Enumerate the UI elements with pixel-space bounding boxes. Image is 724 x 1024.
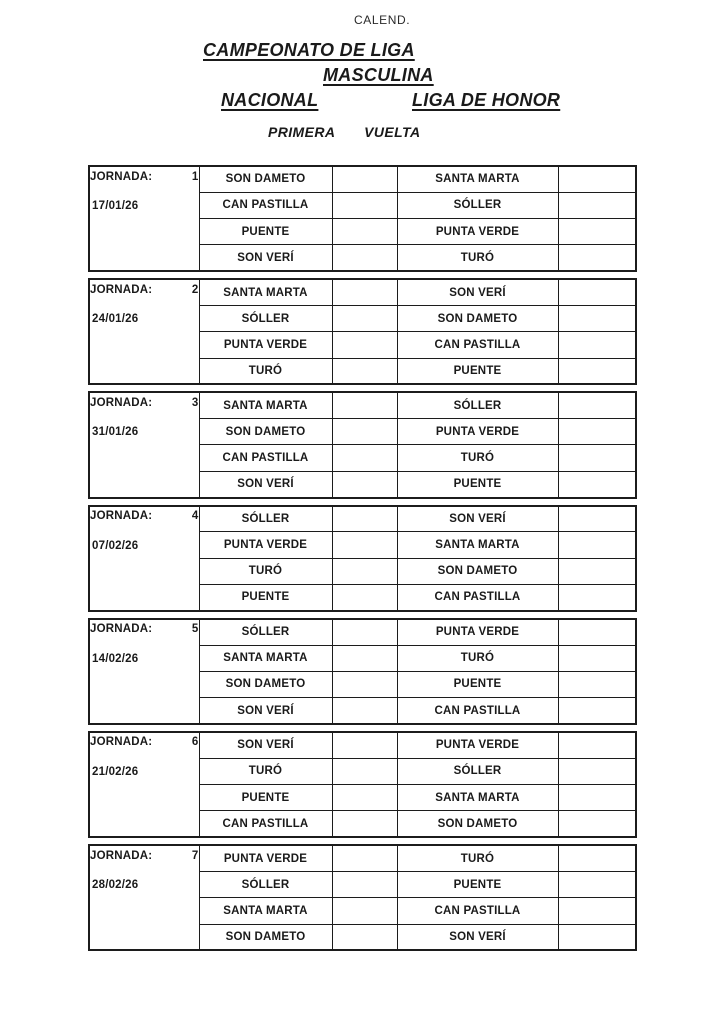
away-score-cell: [558, 898, 636, 924]
jornada-cell: [89, 392, 199, 497]
home-team-cell: PUENTE: [199, 584, 332, 610]
home-score-cell: [332, 732, 397, 758]
home-score-cell: [332, 671, 397, 697]
away-team-cell: PUENTE: [397, 358, 558, 384]
title-liga-de-honor: LIGA DE HONOR: [412, 90, 561, 110]
round-table: [88, 618, 637, 725]
jornada-cell: [89, 732, 199, 837]
home-team-cell: PUNTA VERDE: [199, 845, 332, 871]
away-team-cell: SANTA MARTA: [397, 785, 558, 811]
away-team-cell: PUENTE: [397, 871, 558, 897]
away-score-cell: [558, 871, 636, 897]
away-team-cell: SÓLLER: [397, 392, 558, 418]
round-table: [88, 165, 637, 272]
round-table: [88, 844, 637, 951]
jornada-header: [90, 167, 199, 186]
home-score-cell: [332, 898, 397, 924]
home-score-cell: [332, 924, 397, 950]
away-team-cell: PUNTA VERDE: [397, 419, 558, 445]
jornada-date: 24/01/26: [92, 313, 139, 326]
rounds-list: [88, 165, 635, 957]
home-score-cell: [332, 698, 397, 724]
away-team-cell: CAN PASTILLA: [397, 698, 558, 724]
away-team-cell: SÓLLER: [397, 192, 558, 218]
jornada-date: 14/02/26: [92, 652, 139, 665]
away-score-cell: [558, 811, 636, 837]
jornada-date: 21/02/26: [92, 765, 139, 778]
jornada-label: JORNADA:: [90, 396, 153, 409]
away-team-cell: TURÓ: [397, 845, 558, 871]
home-team-cell: CAN PASTILLA: [199, 811, 332, 837]
home-score-cell: [332, 166, 397, 192]
jornada-cell: [89, 279, 199, 384]
home-team-cell: SANTA MARTA: [199, 898, 332, 924]
title-masculina: MASCULINA: [323, 65, 434, 85]
away-team-cell: PUNTA VERDE: [397, 732, 558, 758]
away-score-cell: [558, 671, 636, 697]
jornada-cell: [89, 166, 199, 271]
away-score-cell: [558, 845, 636, 871]
home-team-cell: PUENTE: [199, 785, 332, 811]
home-score-cell: [332, 445, 397, 471]
home-team-cell: SON DAMETO: [199, 671, 332, 697]
jornada-number: 6: [191, 736, 199, 749]
home-score-cell: [332, 871, 397, 897]
home-score-cell: [332, 219, 397, 245]
home-team-cell: SON VERÍ: [199, 698, 332, 724]
away-score-cell: [558, 471, 636, 497]
match-row: [89, 845, 636, 871]
home-score-cell: [332, 279, 397, 305]
home-team-cell: CAN PASTILLA: [199, 192, 332, 218]
away-team-cell: SANTA MARTA: [397, 532, 558, 558]
home-team-cell: SON DAMETO: [199, 924, 332, 950]
away-team-cell: TURÓ: [397, 245, 558, 271]
home-score-cell: [332, 245, 397, 271]
away-score-cell: [558, 245, 636, 271]
away-team-cell: SON VERÍ: [397, 506, 558, 532]
home-score-cell: [332, 506, 397, 532]
jornada-header: [90, 846, 199, 865]
away-team-cell: SON DAMETO: [397, 305, 558, 331]
jornada-date: 28/02/26: [92, 879, 139, 892]
jornada-number: 1: [191, 170, 199, 183]
jornada-header: [90, 507, 199, 526]
jornada-label: JORNADA:: [90, 736, 153, 749]
jornada-number: 4: [191, 510, 199, 523]
jornada-number: 2: [191, 283, 199, 296]
home-team-cell: SON VERÍ: [199, 732, 332, 758]
away-score-cell: [558, 192, 636, 218]
title-nacional: NACIONAL: [221, 90, 319, 110]
subtitle-primera-vuelta: [268, 124, 420, 140]
jornada-cell: [89, 845, 199, 950]
jornada-number: 5: [191, 623, 199, 636]
away-score-cell: [558, 279, 636, 305]
home-score-cell: [332, 785, 397, 811]
away-team-cell: SANTA MARTA: [397, 166, 558, 192]
home-team-cell: PUENTE: [199, 219, 332, 245]
away-team-cell: CAN PASTILLA: [397, 584, 558, 610]
round-table: [88, 731, 637, 838]
away-team-cell: PUENTE: [397, 671, 558, 697]
jornada-header: [90, 280, 199, 299]
away-score-cell: [558, 419, 636, 445]
away-team-cell: PUNTA VERDE: [397, 219, 558, 245]
home-score-cell: [332, 532, 397, 558]
home-team-cell: SON VERÍ: [199, 245, 332, 271]
away-team-cell: TURÓ: [397, 445, 558, 471]
home-score-cell: [332, 392, 397, 418]
home-team-cell: SÓLLER: [199, 619, 332, 645]
home-team-cell: PUNTA VERDE: [199, 532, 332, 558]
away-team-cell: SON VERÍ: [397, 279, 558, 305]
home-score-cell: [332, 332, 397, 358]
home-team-cell: TURÓ: [199, 358, 332, 384]
doc-label: CALEND.: [354, 13, 411, 27]
away-score-cell: [558, 785, 636, 811]
jornada-cell: [89, 506, 199, 611]
away-score-cell: [558, 924, 636, 950]
home-score-cell: [332, 558, 397, 584]
jornada-date: 17/01/26: [92, 200, 139, 212]
away-team-cell: PUNTA VERDE: [397, 619, 558, 645]
away-score-cell: [558, 584, 636, 610]
round-table: [88, 278, 637, 385]
away-team-cell: SON VERÍ: [397, 924, 558, 950]
away-score-cell: [558, 645, 636, 671]
subtitle-word-vuelta: VUELTA: [364, 124, 421, 140]
home-team-cell: SON DAMETO: [199, 166, 332, 192]
jornada-number: 3: [191, 396, 199, 409]
home-team-cell: SANTA MARTA: [199, 392, 332, 418]
round-table: [88, 391, 637, 498]
home-team-cell: PUNTA VERDE: [199, 332, 332, 358]
away-score-cell: [558, 305, 636, 331]
home-team-cell: SÓLLER: [199, 506, 332, 532]
jornada-number: 7: [191, 849, 199, 862]
round-table: [88, 505, 637, 612]
home-score-cell: [332, 192, 397, 218]
home-score-cell: [332, 471, 397, 497]
match-row: [89, 506, 636, 532]
away-score-cell: [558, 698, 636, 724]
away-team-cell: PUENTE: [397, 471, 558, 497]
home-score-cell: [332, 358, 397, 384]
jornada-label: JORNADA:: [90, 623, 153, 636]
home-team-cell: TURÓ: [199, 758, 332, 784]
home-score-cell: [332, 845, 397, 871]
match-row: [89, 392, 636, 418]
away-score-cell: [558, 532, 636, 558]
away-score-cell: [558, 506, 636, 532]
home-score-cell: [332, 811, 397, 837]
home-score-cell: [332, 645, 397, 671]
match-row: [89, 166, 636, 192]
subtitle-word-primera: PRIMERA: [268, 124, 335, 140]
jornada-header: [90, 733, 199, 752]
home-score-cell: [332, 619, 397, 645]
home-team-cell: CAN PASTILLA: [199, 445, 332, 471]
away-score-cell: [558, 166, 636, 192]
jornada-label: JORNADA:: [90, 510, 153, 523]
away-team-cell: TURÓ: [397, 645, 558, 671]
home-team-cell: SANTA MARTA: [199, 645, 332, 671]
away-team-cell: SON DAMETO: [397, 811, 558, 837]
away-score-cell: [558, 558, 636, 584]
home-score-cell: [332, 758, 397, 784]
home-team-cell: SÓLLER: [199, 871, 332, 897]
jornada-label: JORNADA:: [90, 170, 153, 183]
away-score-cell: [558, 619, 636, 645]
away-team-cell: SÓLLER: [397, 758, 558, 784]
away-team-cell: SON DAMETO: [397, 558, 558, 584]
away-score-cell: [558, 219, 636, 245]
jornada-cell: [89, 619, 199, 724]
jornada-date: 31/01/26: [92, 426, 139, 439]
away-score-cell: [558, 332, 636, 358]
home-score-cell: [332, 584, 397, 610]
home-team-cell: SON VERÍ: [199, 471, 332, 497]
away-team-cell: CAN PASTILLA: [397, 332, 558, 358]
jornada-date: 07/02/26: [92, 539, 139, 552]
match-row: [89, 732, 636, 758]
home-team-cell: SANTA MARTA: [199, 279, 332, 305]
away-score-cell: [558, 758, 636, 784]
home-score-cell: [332, 305, 397, 331]
home-team-cell: SON DAMETO: [199, 419, 332, 445]
away-score-cell: [558, 358, 636, 384]
match-row: [89, 279, 636, 305]
jornada-label: JORNADA:: [90, 283, 153, 296]
document-header: [0, 0, 724, 165]
home-score-cell: [332, 419, 397, 445]
jornada-label: JORNADA:: [90, 849, 153, 862]
jornada-header: [90, 393, 199, 412]
away-score-cell: [558, 392, 636, 418]
match-row: [89, 619, 636, 645]
away-score-cell: [558, 732, 636, 758]
title-campeonato: CAMPEONATO DE LIGA: [203, 40, 415, 60]
away-score-cell: [558, 445, 636, 471]
away-team-cell: CAN PASTILLA: [397, 898, 558, 924]
jornada-header: [90, 620, 199, 639]
home-team-cell: TURÓ: [199, 558, 332, 584]
home-team-cell: SÓLLER: [199, 305, 332, 331]
